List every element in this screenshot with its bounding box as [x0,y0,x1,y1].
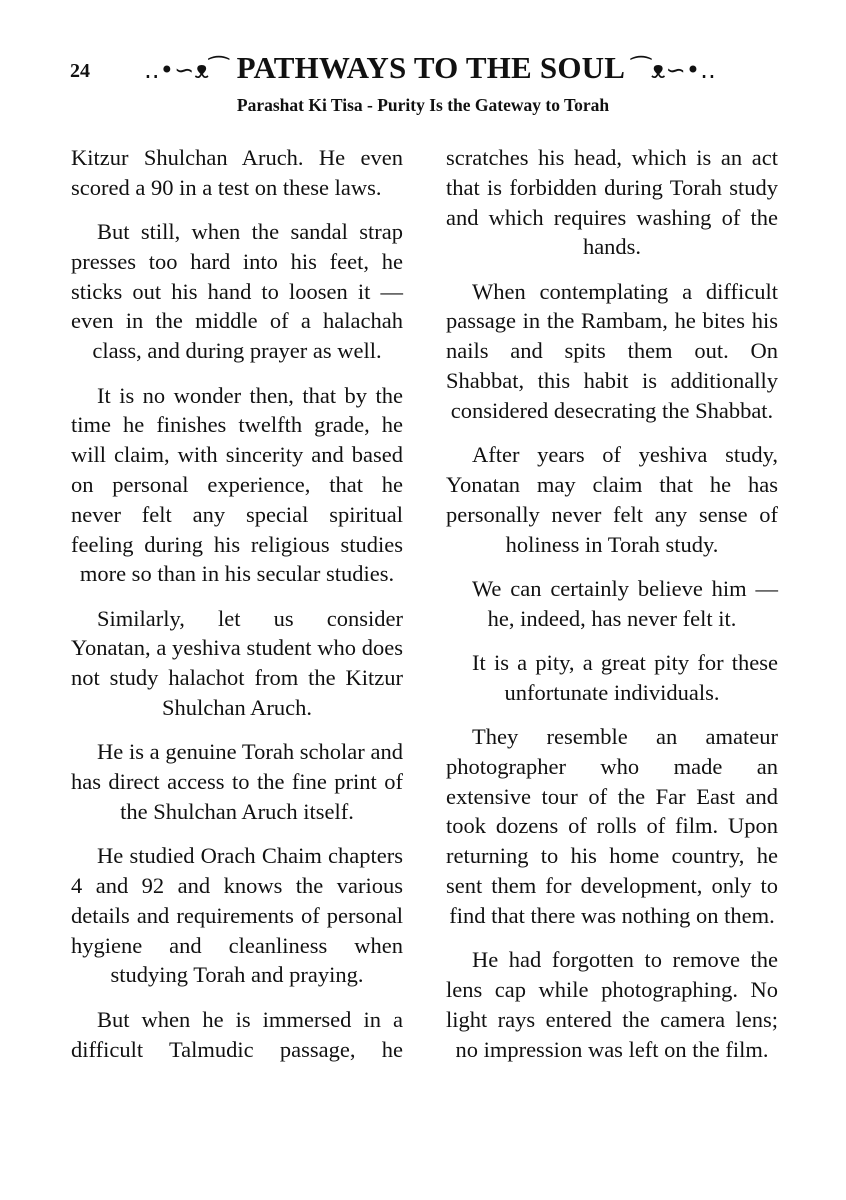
paragraph: He studied Orach Chaim chapters 4 and 92 and knows the various details and requirements of personal hygiene and cleanliness when studying Torah and praying. [71,843,403,988]
paragraph: But still, when the sandal strap presses too hard into his feet, he sticks out his hand to loosen it — even in the middle of a halachah class, and during prayer as well. [71,219,403,364]
page-number: 24 [70,60,90,82]
paragraph: Similarly, let us consider Yonatan, a yeshiva student who does not study halachot from the Kitzur Shulchan Aruch. [71,605,403,721]
book-title: PATHWAYS TO THE SOUL [236,50,624,85]
paragraph: scratches his head, which is an act that is forbidden during Torah study and which requires washing of the hands. [446,145,778,260]
paragraph: He had forgotten to remove the lens cap while photographing. No light rays entered the camera lens; no impression was left on the film. [446,947,778,1062]
chapter-subtitle: Parashat Ki Tisa - Purity Is the Gateway to Torah [236,95,610,115]
paragraph: But when he is immersed in a difficult Talmudic passage, he [71,1006,403,1062]
paragraph: It is a pity, a great pity for these unfortunate individuals. [472,649,778,705]
paragraph: When contemplating a difficult passage in the Rambam, he bites his nails and spits them out. On Shabbat, this habit is additionally considered desecrating the Shabbat. [446,278,778,423]
paragraph: It is no wonder then, that by the time he finishes twelfth grade, he will claim, with sincerity and based on personal experience, that he never felt any special spiritual feeling during his religious studies more so than in his secular studies. [71,382,403,587]
ornament-left-icon: ..•∽ᴥ⁀ [144,56,229,84]
ornament-right-icon: ⁀ᴥ∽•.. [631,56,716,84]
running-header [130,50,730,86]
paragraph: We can certainly believe him — he, indeed, has never felt it. [472,575,778,631]
paragraph: He is a genuine Torah scholar and has direct access to the fine print of the Shulchan Aruch itself. [71,739,403,824]
left-column [71,143,403,1079]
right-column [446,143,778,1079]
paragraph: After years of yeshiva study, Yonatan may claim that he has personally never felt any sense of holiness in Torah study. [446,442,778,557]
paragraph: Kitzur Shulchan Aruch. He even scored a 90 in a test on these laws. [71,145,403,200]
paragraph: They resemble an amateur photographer who made an extensive tour of the Far East and took dozens of rolls of film. Upon returning to his home country, he sent them for development, only to find that there was nothing on them. [446,724,778,928]
